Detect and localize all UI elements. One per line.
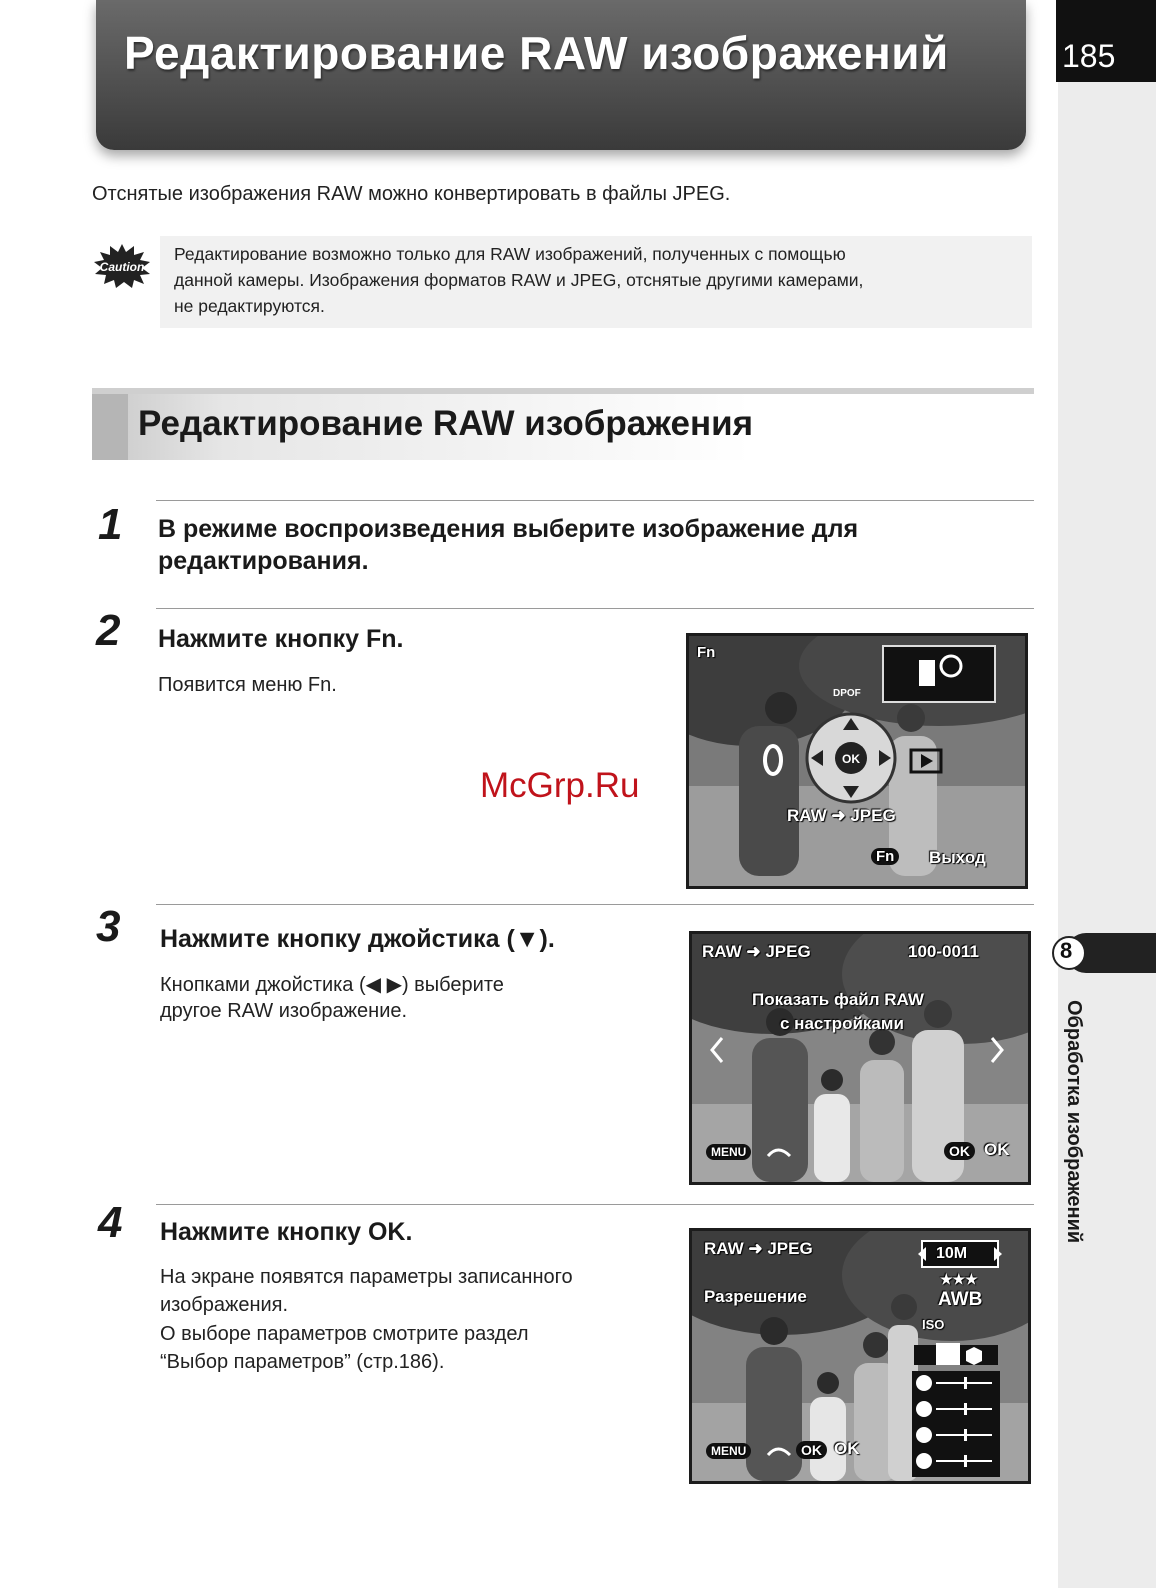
step-divider (156, 904, 1034, 905)
person-head (765, 692, 797, 724)
person-silhouette (860, 1060, 904, 1182)
sharpness-icon (916, 1453, 932, 1469)
step-body: На экране появятся параметры записанного (160, 1266, 573, 1288)
step-title: Нажмите кнопку Fn. (158, 625, 404, 653)
menu-button-icon: MENU (706, 1144, 751, 1160)
screen-fn-menu (686, 633, 1028, 889)
prompt-line: Показать файл RAW (752, 990, 924, 1009)
person-head (897, 704, 925, 732)
page-number: 185 (1062, 38, 1116, 74)
screen-parameters (689, 1228, 1031, 1484)
section-accent (92, 394, 128, 460)
portrait-icon (936, 1343, 960, 1365)
hue-icon (916, 1401, 932, 1417)
person-silhouette (814, 1094, 850, 1182)
dpof-label: DPOF (833, 688, 861, 699)
contrast-icon (916, 1427, 932, 1443)
resolution-label: Разрешение (704, 1287, 807, 1306)
prompt-line: с настройками (780, 1014, 904, 1033)
menu-button-icon: MENU (706, 1443, 751, 1459)
step-number: 4 (98, 1198, 123, 1247)
slider-thumb (964, 1377, 967, 1389)
ok-label: OK (842, 752, 860, 766)
slider-thumb (964, 1455, 967, 1467)
iso-label: ISO (922, 1317, 945, 1332)
resolution-value: 10M (936, 1245, 968, 1262)
section-bar-topline (92, 388, 1034, 394)
step-title: Нажмите кнопку джойстика (▼). (160, 925, 555, 953)
quality-stars: ★★★ (940, 1271, 978, 1287)
step-number: 1 (98, 500, 123, 549)
step-divider (156, 1204, 1034, 1205)
wb-label: AWB (938, 1289, 983, 1310)
file-number: 100-0011 (908, 942, 979, 961)
step-divider (156, 500, 1034, 501)
person-head (817, 1372, 839, 1394)
step-body: Появится меню Fn. (158, 674, 337, 696)
ok-button-icon: OK (796, 1441, 827, 1459)
saturation-icon (916, 1375, 932, 1391)
intro-text: Отснятые изображения RAW можно конвертировать в файлы JPEG. (92, 183, 731, 205)
exit-label: Выход (929, 848, 986, 867)
step-body: “Выбор параметров” (стр.186). (160, 1351, 445, 1373)
screen-raw-select (689, 931, 1031, 1185)
person-head (863, 1332, 889, 1358)
chapter-title: Обработка изображений (1063, 1000, 1085, 1244)
caution-icon-label: Caution (99, 260, 145, 274)
fn-button-icon: Fn (871, 848, 899, 865)
mode-label: RAW ➜ JPEG (702, 942, 811, 961)
person-silhouette (746, 1347, 802, 1481)
section-heading: Редактирование RAW изображения (138, 404, 754, 443)
step-number: 2 (96, 606, 121, 655)
step-number: 3 (96, 902, 121, 951)
step-title: редактирования. (158, 547, 369, 575)
ok-button-icon: OK (944, 1142, 975, 1160)
magnify-box (883, 646, 995, 702)
slider-panel (912, 1371, 1000, 1477)
slider-thumb (964, 1429, 967, 1441)
person-head (821, 1069, 843, 1091)
chapter-number: 8 (1060, 938, 1073, 963)
fn-corner-label: Fn (697, 644, 716, 661)
step-divider (156, 608, 1034, 609)
page-title: Редактирование RAW изображений (124, 27, 949, 79)
step-body: другое RAW изображение. (160, 1000, 408, 1022)
step-body: изображения. (160, 1294, 289, 1316)
person-head (760, 1317, 788, 1345)
caution-icon (92, 244, 152, 288)
raw-jpeg-label: RAW ➜ JPEG (787, 806, 896, 825)
step-body: Кнопками джойстика (◀ ▶) выберите (160, 974, 504, 996)
step-title: Нажмите кнопку OK. (160, 1218, 413, 1246)
caution-line: не редактируются. (174, 296, 325, 316)
person-head (891, 1294, 917, 1320)
person-head (924, 1000, 952, 1028)
ok-label: OK (984, 1140, 1010, 1159)
ok-label: OK (834, 1439, 860, 1458)
caution-line: Редактирование возможно только для RAW изображений, полученных с помощью (174, 244, 846, 264)
person-silhouette (752, 1038, 808, 1182)
side-tab-strip (1058, 82, 1156, 1588)
step-body: О выборе параметров смотрите раздел (160, 1323, 529, 1345)
step-title: В режиме воспроизведения выберите изображение для (158, 515, 859, 543)
caution-line: данной камеры. Изображения форматов RAW и JPEG, отснятые другими камерами, (174, 270, 864, 290)
watermark: McGrp.Ru (480, 766, 640, 805)
slider-thumb (964, 1403, 967, 1415)
mode-label: RAW ➜ JPEG (704, 1239, 813, 1258)
